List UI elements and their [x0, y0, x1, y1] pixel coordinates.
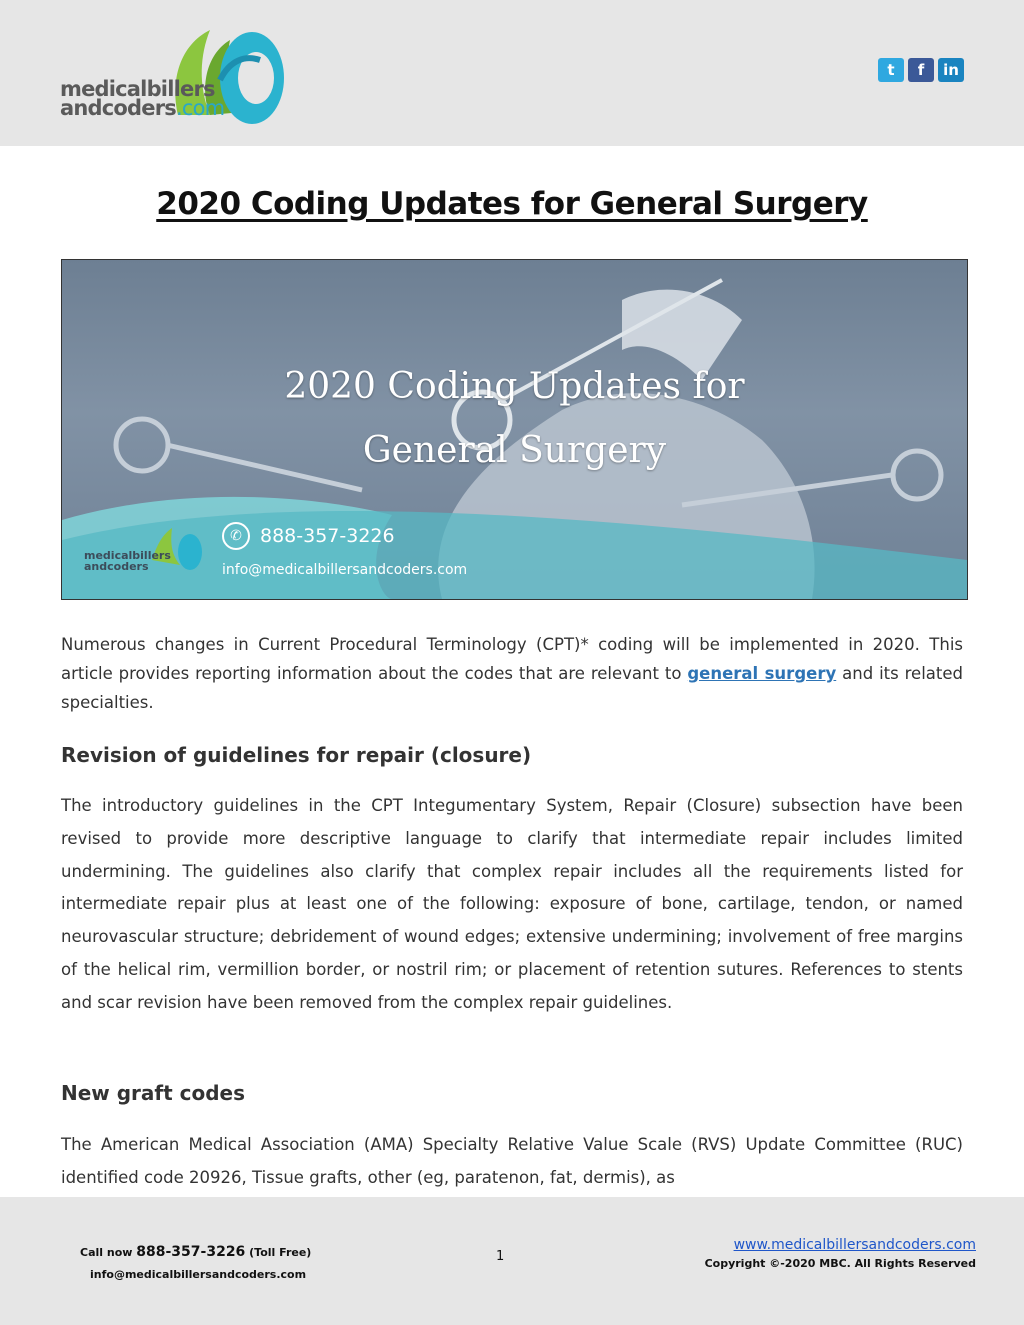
footer-phone[interactable]: 888-357-3226	[136, 1244, 246, 1260]
banner-title-line2: General Surgery	[362, 430, 667, 471]
banner-email: info@medicalbillersandcoders.com	[222, 562, 468, 578]
footer-website-link[interactable]: www.medicalbillersandcoders.com	[733, 1237, 976, 1253]
company-logo[interactable]	[60, 20, 300, 132]
page-footer	[0, 1197, 1024, 1325]
intro-text-start: Numerous changes in Current Procedural Terminology (CPT)* coding will be implemented in 2020. This article provides reporting information about the codes that are relevant to	[61, 635, 963, 683]
logo-suffix: .com	[175, 96, 225, 120]
twitter-icon[interactable]: t	[878, 58, 904, 82]
intro-text-end: and its related specialties.	[61, 664, 963, 712]
banner-title	[62, 355, 967, 483]
section-heading-graft: New graft codes	[61, 1081, 246, 1105]
banner-logo	[84, 550, 171, 572]
banner-logo-line1: medicalbillers	[84, 549, 171, 562]
logo-line2: andcoders	[60, 96, 176, 120]
banner-logo-line2: andcoders	[84, 560, 149, 573]
general-surgery-link[interactable]: general surgery	[687, 664, 837, 683]
footer-copyright: Copyright ©-2020 MBC. All Rights Reserved	[704, 1257, 976, 1270]
facebook-icon[interactable]: f	[908, 58, 934, 82]
footer-website-block	[705, 1237, 976, 1270]
banner-phone: 888-357-3226	[260, 525, 395, 547]
footer-toll-free: (Toll Free)	[249, 1246, 312, 1259]
section-heading-repair: Revision of guidelines for repair (closure)	[61, 743, 532, 767]
section-paragraph-graft: The American Medical Association (AMA) Specialty Relative Value Scale (RVS) Update Committee (RUC) identified code 20926, Tissue grafts, other (eg, paratenon, fat, dermis), as	[61, 1135, 963, 1187]
article-banner-image	[61, 259, 968, 600]
page-header	[0, 0, 1024, 146]
banner-contact	[222, 522, 467, 578]
page-title	[0, 186, 1024, 222]
banner-title-line1: 2020 Coding Updates for	[284, 366, 745, 407]
page-number: 1	[496, 1249, 505, 1264]
logo-line1: medicalbillers	[60, 77, 215, 101]
social-links	[878, 58, 964, 82]
section-paragraph-repair: The introductory guidelines in the CPT Integumentary System, Repair (Closure) subsection have been revised to provide more descriptive language to clarify that intermediate repair includes limited undermining. The guidelines also clarify that complex repair includes all the requirements listed for intermediate repair plus at least one of the following: exposure of bone, cartilage, tendon, or named neurovascular structure; debridement of wound edges; extensive undermining; involvement of free margins of the helical rim, vermillion border, or nostril rim; or placement of retention sutures. References to stents and scar revision have been removed from the complex repair guidelines.	[61, 796, 963, 1012]
footer-call-now: Call now	[80, 1246, 133, 1259]
linkedin-icon[interactable]: in	[938, 58, 964, 82]
phone-icon: ✆	[222, 522, 250, 550]
footer-contact	[80, 1241, 311, 1286]
intro-paragraph	[61, 630, 963, 717]
footer-email[interactable]: info@medicalbillersandcoders.com	[90, 1268, 307, 1281]
page-title-text: 2020 Coding Updates for General Surgery	[156, 186, 868, 222]
logo-text	[60, 77, 225, 120]
